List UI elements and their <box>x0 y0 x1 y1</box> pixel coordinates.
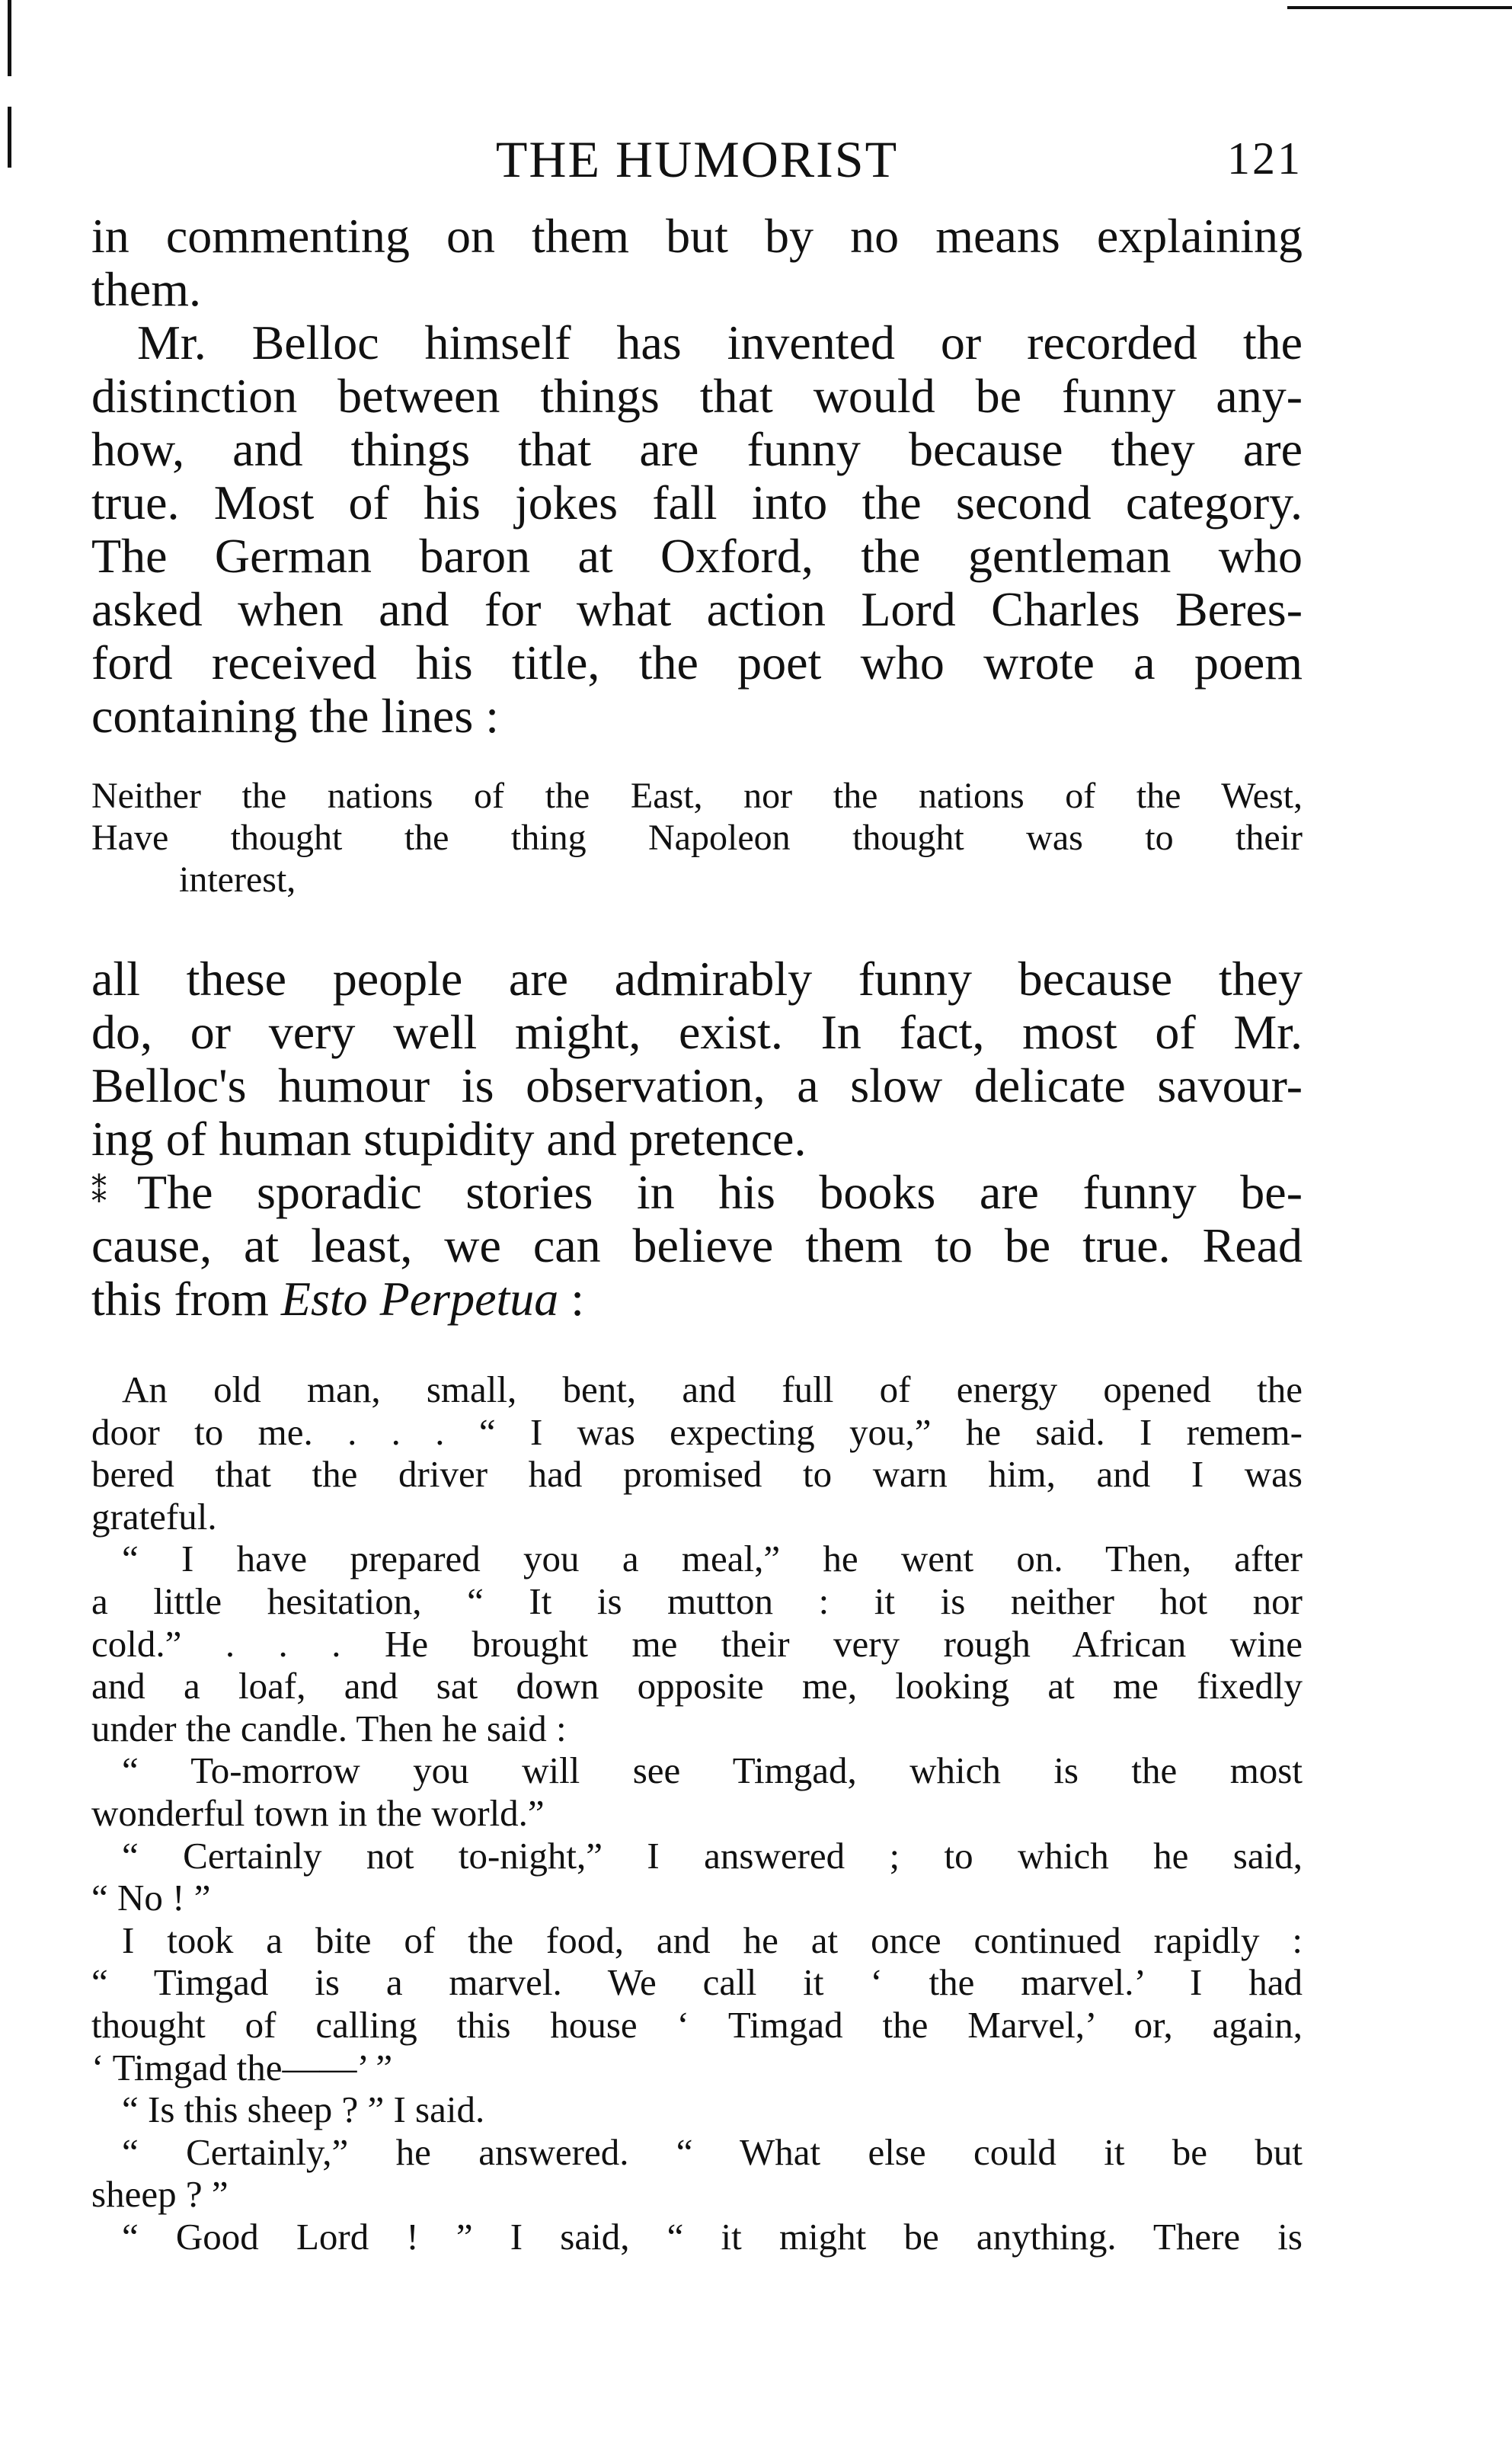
page-body <box>91 210 1303 2258</box>
quote-line: cold.” . . . He brought me their very rough African wine <box>91 1622 1303 1665</box>
text-line: do, or very well might, exist. In fact, most of Mr. <box>91 1005 1303 1059</box>
page-header <box>91 130 1303 190</box>
page-number: 121 <box>1227 133 1303 184</box>
text-line: asked when and for what action Lord Charles Beres- <box>91 582 1303 636</box>
quote-line: An old man, small, bent, and full of energy opened the <box>122 1368 1303 1410</box>
quote-line: “ Good Lord ! ” I said, “ it might be anything. There is <box>122 2215 1303 2258</box>
quote-line: a little hesitation, “ It is mutton : it is neither hot nor <box>91 1579 1303 1622</box>
stray-mark: ⁑ <box>91 1175 107 1209</box>
quote-line: thought of calling this house ‘ Timgad the Marvel,’ or, again, <box>91 2003 1303 2046</box>
verse-line: interest, <box>179 859 296 900</box>
verse-line: Have thought the thing Napoleon thought was to their <box>91 818 1303 858</box>
quote-line: “ To-morrow you will see Timgad, which is the most <box>122 1749 1303 1792</box>
text-line: them. <box>91 262 201 316</box>
running-title: THE HUMORIST <box>495 130 899 188</box>
esto-perpetua-excerpt <box>91 1368 1303 2258</box>
text-line: cause, at least, we can believe them to be true. Read <box>91 1218 1303 1272</box>
text-line: how, and things that are funny because they are <box>91 422 1303 476</box>
top-edge-rule <box>1287 6 1512 9</box>
verse-quotation <box>91 775 1303 901</box>
text-line: Belloc's humour is observation, a slow delicate savour- <box>91 1058 1303 1112</box>
text-line: true. Most of his jokes fall into the second category. <box>91 475 1303 530</box>
text-fragment: : <box>558 1272 585 1326</box>
quote-line: I took a bite of the food, and he at once continued rapidly : <box>122 1919 1303 1961</box>
text-line: distinction between things that would be funny any- <box>91 369 1303 423</box>
text-line: ing of human stupidity and pretence. <box>91 1112 807 1166</box>
text-line <box>91 1272 1303 1326</box>
quote-line: “ Certainly,” he answered. “ What else could it be but <box>122 2130 1303 2173</box>
quote-line: sheep ? ” <box>91 2173 229 2216</box>
quote-line: “ Certainly not to-night,” I answered ; to which he said, <box>122 1834 1303 1877</box>
quote-line: wonderful town in the world.” <box>91 1791 545 1834</box>
quote-line: “ Timgad is a marvel. We call it ‘ the marvel.’ I had <box>91 1961 1303 2004</box>
quote-line: bered that the driver had promised to warn him, and I was <box>91 1453 1303 1496</box>
quote-line: “ I have prepared you a meal,” he went on. Then, after <box>122 1538 1303 1580</box>
margin-mark <box>8 107 11 168</box>
text-line: containing the lines : <box>91 689 499 743</box>
quote-line: and a loaf, and sat down opposite me, looking at me fixedly <box>91 1665 1303 1707</box>
text-line: ford received his title, the poet who wrote a poem <box>91 635 1303 690</box>
quote-line: under the candle. Then he said : <box>91 1707 567 1749</box>
paragraph-observation <box>91 952 1303 1166</box>
quote-line: door to me. . . . “ I was expecting you,” he said. I remem- <box>91 1410 1303 1453</box>
text-line: all these people are admirably funny because they <box>91 952 1303 1006</box>
text-line-content: The sporadic stories in his books are funny be- <box>137 1165 1303 1219</box>
text-line: The German baron at Oxford, the gentleman who <box>91 529 1303 583</box>
quote-line: grateful. <box>91 1495 217 1538</box>
quote-line: “ Is this sheep ? ” I said. <box>122 2088 485 2131</box>
margin-mark <box>8 0 11 76</box>
text-fragment: this from <box>91 1272 281 1326</box>
text-line <box>91 1166 1303 1219</box>
quote-line: “ No ! ” <box>91 1877 211 1919</box>
paragraph-continuation <box>91 210 1303 316</box>
quote-line: ‘ Timgad the——’ ” <box>91 2046 393 2088</box>
paragraph-belloc-distinction <box>91 316 1303 743</box>
book-title: Esto Perpetua <box>280 1272 559 1326</box>
paragraph-sporadic-stories <box>91 1166 1303 1326</box>
text-line: Mr. Belloc himself has invented or recorded the <box>137 315 1303 370</box>
verse-line: Neither the nations of the East, nor the nations of the West, <box>91 776 1303 816</box>
text-line: in commenting on them but by no means explaining <box>91 209 1303 263</box>
